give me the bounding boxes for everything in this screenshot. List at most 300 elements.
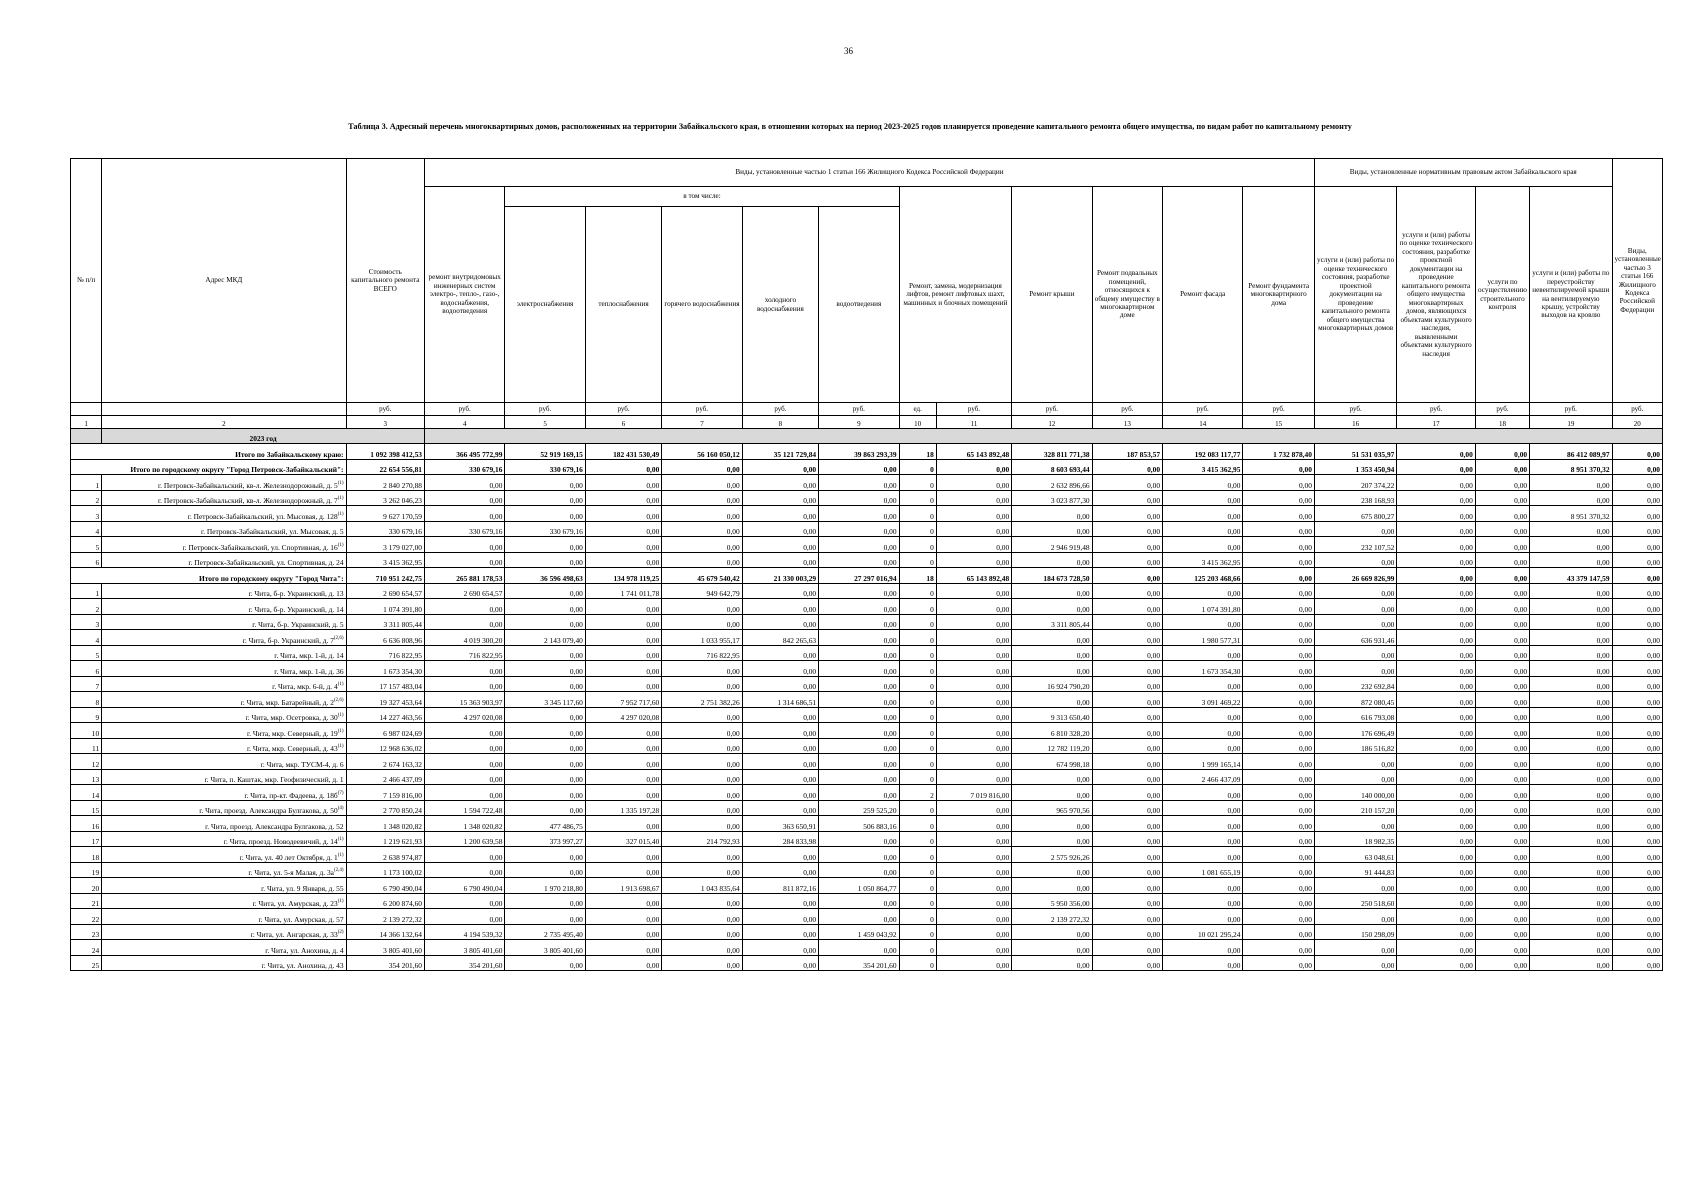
- value-cell: 0,00: [1092, 862, 1162, 878]
- table-row: [71, 552, 1663, 568]
- value-cell: 0,00: [424, 614, 504, 630]
- value-cell: 0,00: [1243, 599, 1314, 615]
- value-cell: 0,00: [1530, 583, 1612, 599]
- value-cell: 0,00: [1397, 816, 1475, 832]
- value-cell: 0,00: [1475, 568, 1529, 584]
- value-cell: 0,00: [819, 614, 899, 630]
- value-cell: 0: [899, 614, 936, 630]
- value-cell: 4 019 300,20: [424, 630, 504, 646]
- value-cell: 0,00: [936, 599, 1011, 615]
- value-cell: 0,00: [1612, 475, 1662, 491]
- value-cell: 0,00: [1012, 521, 1092, 537]
- value-cell: 0,00: [424, 676, 504, 692]
- value-cell: 0,00: [1397, 707, 1475, 723]
- value-cell: 0,00: [662, 614, 742, 630]
- unit-cell: руб.: [819, 403, 899, 416]
- address-text: г. Чита, мкр. Осетровка, д. 30: [245, 713, 338, 722]
- value-cell: 0,00: [505, 893, 585, 909]
- address-text: г. Чита, ул. Амурская, д. 23: [252, 899, 338, 908]
- value-cell: 0,00: [505, 645, 585, 661]
- value-cell: 0,00: [1243, 769, 1314, 785]
- value-cell: 0,00: [819, 707, 899, 723]
- header-basement: Ремонт подвальных помещений, относящихся к общему имуществу в многоквартирном доме: [1092, 187, 1162, 403]
- value-cell: 0,00: [1612, 506, 1662, 522]
- value-cell: 5 950 356,00: [1012, 893, 1092, 909]
- row-index: 3: [71, 614, 102, 630]
- unit-cell: руб.: [1243, 403, 1314, 416]
- value-cell: 0,00: [936, 738, 1011, 754]
- table-row: [71, 583, 1663, 599]
- value-cell: 0,00: [585, 940, 661, 956]
- address-text: г. Чита, б-р. Украинский, д. 7: [242, 635, 334, 645]
- header-group-federal: Виды, установленные частью 1 статьи 166 Жилищного Кодекса Российской Федерации: [424, 159, 1314, 187]
- value-cell: 330 679,16: [346, 521, 424, 537]
- value-cell: 1 741 011,78: [585, 583, 661, 599]
- table-row: [71, 800, 1663, 816]
- value-cell: 0,00: [1530, 537, 1612, 553]
- value-cell: 0: [899, 692, 936, 708]
- value-cell: 0,00: [1092, 459, 1162, 475]
- value-cell: 0,00: [742, 754, 818, 770]
- value-cell: 0,00: [1243, 909, 1314, 925]
- value-cell: 0,00: [585, 599, 661, 615]
- value-cell: 0,00: [1530, 475, 1612, 491]
- value-cell: 0,00: [1612, 599, 1662, 615]
- unit-cell: руб.: [1092, 403, 1162, 416]
- value-cell: 0,00: [1092, 568, 1162, 584]
- value-cell: 0,00: [1243, 893, 1314, 909]
- value-cell: 0,00: [936, 893, 1011, 909]
- value-cell: 0,00: [1612, 676, 1662, 692]
- value-cell: 0: [899, 800, 936, 816]
- value-cell: 0,00: [936, 475, 1011, 491]
- value-cell: 0,00: [1530, 754, 1612, 770]
- value-cell: 0,00: [819, 521, 899, 537]
- value-cell: 250 518,60: [1314, 893, 1396, 909]
- value-cell: 0,00: [1397, 692, 1475, 708]
- address-text: г. Петровск-Забайкальский, кв-л. Железнодорожный, д. 7: [157, 496, 338, 505]
- value-cell: 0,00: [505, 723, 585, 739]
- address-text: г. Чита, ул. Анохина, д. 43: [261, 961, 344, 970]
- value-cell: 0,00: [936, 940, 1011, 956]
- value-cell: 0,00: [819, 552, 899, 568]
- value-cell: 0,00: [936, 645, 1011, 661]
- footnote-mark: (2,6): [333, 697, 344, 703]
- footnote-mark: (1): [337, 511, 344, 517]
- value-cell: 0,00: [1612, 537, 1662, 553]
- table-row: [71, 723, 1663, 739]
- value-cell: 0,00: [1243, 940, 1314, 956]
- value-cell: 192 083 117,77: [1163, 444, 1243, 460]
- table-row: [71, 692, 1663, 708]
- value-cell: 0: [899, 723, 936, 739]
- value-cell: 0,00: [1092, 645, 1162, 661]
- table-row: [71, 831, 1663, 847]
- value-cell: 0,00: [585, 614, 661, 630]
- value-cell: 0,00: [1092, 630, 1162, 646]
- address-cell: [102, 769, 346, 785]
- value-cell: 0,00: [1475, 847, 1529, 863]
- value-cell: 0,00: [1092, 831, 1162, 847]
- value-cell: 0,00: [1530, 599, 1612, 615]
- value-cell: 140 000,00: [1314, 785, 1396, 801]
- value-cell: 2 690 654,57: [424, 583, 504, 599]
- value-cell: 15 363 903,97: [424, 692, 504, 708]
- value-cell: 0,00: [1530, 521, 1612, 537]
- address-text: г. Чита, проезд. Александра Булгакова, д. 50: [199, 806, 338, 815]
- header-roof: Ремонт крыши: [1012, 187, 1092, 403]
- value-cell: 0,00: [1612, 645, 1662, 661]
- value-cell: 0,00: [1530, 955, 1612, 971]
- value-cell: 0,00: [1612, 816, 1662, 832]
- row-index: 1: [71, 583, 102, 599]
- value-cell: 0,00: [424, 738, 504, 754]
- value-cell: 0,00: [1475, 552, 1529, 568]
- value-cell: 0,00: [424, 847, 504, 863]
- value-cell: 0,00: [819, 847, 899, 863]
- value-cell: 0,00: [819, 831, 899, 847]
- address-text: г. Петровск-Забайкальский, кв-л. Железнодорожный, д. 5: [157, 480, 338, 490]
- value-cell: 0,00: [742, 862, 818, 878]
- value-cell: 0,00: [662, 552, 742, 568]
- table-row: [71, 769, 1663, 785]
- column-number: 7: [662, 416, 742, 429]
- unit-cell: руб.: [1612, 403, 1662, 416]
- value-cell: 0,00: [585, 738, 661, 754]
- value-cell: 0,00: [742, 645, 818, 661]
- value-cell: 0,00: [819, 909, 899, 925]
- value-cell: 7 159 816,00: [346, 785, 424, 801]
- value-cell: 0,00: [936, 924, 1011, 940]
- value-cell: 0,00: [424, 475, 504, 491]
- value-cell: 0,00: [819, 661, 899, 677]
- value-cell: 0,00: [936, 661, 1011, 677]
- header-total-cost: Стоимость капитального ремонта ВСЕГО: [346, 159, 424, 403]
- value-cell: 710 951 242,75: [346, 568, 424, 584]
- value-cell: 0,00: [1092, 847, 1162, 863]
- address-cell: [102, 800, 346, 816]
- value-cell: 6 790 490,04: [424, 878, 504, 894]
- value-cell: 0,00: [1092, 955, 1162, 971]
- header-elevators: Ремонт, замена, модернизация лифтов, ремонт лифтовых шахт, машинных и блочных помещений: [899, 187, 1012, 403]
- total-row: [71, 568, 1663, 584]
- value-cell: 0,00: [1092, 816, 1162, 832]
- column-number: 5: [505, 416, 585, 429]
- value-cell: 0,00: [1092, 692, 1162, 708]
- value-cell: 0,00: [1612, 785, 1662, 801]
- value-cell: 0,00: [424, 785, 504, 801]
- value-cell: 0,00: [1314, 661, 1396, 677]
- column-number: 8: [742, 416, 818, 429]
- address-cell: [102, 909, 346, 925]
- value-cell: 187 853,57: [1092, 444, 1162, 460]
- value-cell: 0,00: [936, 537, 1011, 553]
- value-cell: 0,00: [742, 909, 818, 925]
- value-cell: 0,00: [662, 955, 742, 971]
- value-cell: 0,00: [1612, 521, 1662, 537]
- value-cell: 0: [899, 816, 936, 832]
- value-cell: 26 669 826,99: [1314, 568, 1396, 584]
- year-label: 2023 год: [102, 429, 425, 444]
- value-cell: 0,00: [1314, 769, 1396, 785]
- value-cell: 0,00: [1475, 459, 1529, 475]
- value-cell: 0,00: [1397, 878, 1475, 894]
- table-row: [71, 707, 1663, 723]
- value-cell: 0,00: [1243, 552, 1314, 568]
- value-cell: 43 379 147,59: [1530, 568, 1612, 584]
- value-cell: 0,00: [1243, 630, 1314, 646]
- value-cell: 0,00: [1530, 707, 1612, 723]
- value-cell: 0,00: [1612, 614, 1662, 630]
- value-cell: 0,00: [585, 552, 661, 568]
- value-cell: 0,00: [1475, 506, 1529, 522]
- value-cell: 3 415 362,95: [1163, 552, 1243, 568]
- value-cell: 21 330 003,29: [742, 568, 818, 584]
- value-cell: 10 021 295,24: [1163, 924, 1243, 940]
- value-cell: 0,00: [1243, 692, 1314, 708]
- value-cell: 0,00: [1243, 878, 1314, 894]
- value-cell: 0,00: [662, 847, 742, 863]
- value-cell: 0,00: [936, 878, 1011, 894]
- value-cell: 12 968 636,02: [346, 738, 424, 754]
- value-cell: 0,00: [1163, 506, 1243, 522]
- unit-cell: руб.: [1530, 403, 1612, 416]
- value-cell: 0,00: [1612, 924, 1662, 940]
- value-cell: 0,00: [585, 955, 661, 971]
- value-cell: 0,00: [1092, 490, 1162, 506]
- row-index: 19: [71, 862, 102, 878]
- value-cell: 0,00: [819, 490, 899, 506]
- value-cell: 232 692,84: [1314, 676, 1396, 692]
- unit-cell: руб.: [585, 403, 661, 416]
- value-cell: 0,00: [1612, 754, 1662, 770]
- value-cell: 0,00: [819, 630, 899, 646]
- value-cell: 91 444,83: [1314, 862, 1396, 878]
- value-cell: 0,00: [1530, 738, 1612, 754]
- value-cell: 0,00: [1530, 645, 1612, 661]
- value-cell: 0,00: [1530, 552, 1612, 568]
- value-cell: 0,00: [742, 490, 818, 506]
- value-cell: 0,00: [1612, 893, 1662, 909]
- value-cell: 0,00: [819, 475, 899, 491]
- footnote-mark: (2,6): [333, 635, 344, 641]
- value-cell: 0,00: [936, 459, 1011, 475]
- value-cell: 3 311 805,44: [346, 614, 424, 630]
- value-cell: 0,00: [1397, 909, 1475, 925]
- value-cell: 65 143 892,48: [936, 568, 1011, 584]
- value-cell: 2 638 974,87: [346, 847, 424, 863]
- value-cell: 0,00: [936, 769, 1011, 785]
- value-cell: 0,00: [742, 599, 818, 615]
- value-cell: 1 074 391,80: [346, 599, 424, 615]
- value-cell: 0,00: [1012, 599, 1092, 615]
- table-row: [71, 630, 1663, 646]
- value-cell: 6 790 490,04: [346, 878, 424, 894]
- address-text: г. Петровск-Забайкальский, ул. Мысовая, д. 128: [187, 511, 338, 521]
- row-index: 2: [71, 490, 102, 506]
- footnote-mark: (1): [337, 496, 344, 501]
- value-cell: 0,00: [936, 583, 1011, 599]
- value-cell: 0: [899, 878, 936, 894]
- unit-cell: ед.: [899, 403, 936, 416]
- value-cell: 0,00: [1012, 862, 1092, 878]
- value-cell: 2 632 896,66: [1012, 475, 1092, 491]
- value-cell: 1 348 020,82: [346, 816, 424, 832]
- unit-cell: руб.: [505, 403, 585, 416]
- row-index: 10: [71, 723, 102, 739]
- value-cell: 0,00: [1163, 521, 1243, 537]
- value-cell: 14 366 132,64: [346, 924, 424, 940]
- value-cell: 3 415 362,95: [1163, 459, 1243, 475]
- value-cell: 0,00: [585, 490, 661, 506]
- value-cell: 0,00: [1475, 676, 1529, 692]
- value-cell: 0,00: [1163, 800, 1243, 816]
- address-cell: [102, 723, 346, 739]
- value-cell: 0,00: [1475, 831, 1529, 847]
- value-cell: 0,00: [1530, 630, 1612, 646]
- column-number-row: [71, 416, 1663, 429]
- value-cell: 675 800,27: [1314, 506, 1396, 522]
- table-row: [71, 940, 1663, 956]
- value-cell: 0,00: [1612, 490, 1662, 506]
- value-cell: 0,00: [1243, 568, 1314, 584]
- value-cell: 1 459 043,92: [819, 924, 899, 940]
- value-cell: 0,00: [662, 800, 742, 816]
- value-cell: 0,00: [1243, 506, 1314, 522]
- value-cell: 6 636 808,96: [346, 630, 424, 646]
- address-text: г. Чита, б-р. Украинский, д. 13: [248, 589, 344, 598]
- address-text: г. Чита, мкр. Батарейный, д. 2: [240, 697, 334, 707]
- value-cell: 18: [899, 444, 936, 460]
- row-index: 7: [71, 676, 102, 692]
- value-cell: 0,00: [585, 847, 661, 863]
- header-ventilated-roof: услуги и (или) работы по переустройству невентилируемой крыши на вентилируемую крышу, устройству выходов на кровлю: [1530, 187, 1612, 403]
- value-cell: 7 019 816,00: [936, 785, 1011, 801]
- value-cell: 616 793,08: [1314, 707, 1396, 723]
- value-cell: 2 674 163,32: [346, 754, 424, 770]
- value-cell: 0,00: [585, 630, 661, 646]
- row-index: 18: [71, 847, 102, 863]
- column-number: 19: [1530, 416, 1612, 429]
- value-cell: 0,00: [1012, 630, 1092, 646]
- address-cell: [102, 614, 346, 630]
- value-cell: 0,00: [1243, 537, 1314, 553]
- value-cell: 0,00: [424, 599, 504, 615]
- value-cell: 0,00: [1092, 738, 1162, 754]
- value-cell: 0,00: [1163, 831, 1243, 847]
- value-cell: 0,00: [936, 614, 1011, 630]
- row-index: 4: [71, 630, 102, 646]
- value-cell: 0,00: [742, 924, 818, 940]
- address-cell: [102, 816, 346, 832]
- value-cell: 0,00: [742, 506, 818, 522]
- value-cell: 0,00: [505, 909, 585, 925]
- value-cell: 1 970 218,80: [505, 878, 585, 894]
- value-cell: 0,00: [1397, 630, 1475, 646]
- footnote-mark: (1): [337, 899, 344, 904]
- address-cell: [102, 785, 346, 801]
- row-index: 14: [71, 785, 102, 801]
- value-cell: 1 173 100,02: [346, 862, 424, 878]
- value-cell: 0,00: [1530, 676, 1612, 692]
- row-index: 3: [71, 506, 102, 522]
- column-number: 15: [1243, 416, 1314, 429]
- header-cold-water: холодного водоснабжения: [742, 207, 818, 403]
- value-cell: 0,00: [819, 459, 899, 475]
- address-cell: [102, 754, 346, 770]
- address-text: г. Чита, пр-кт. Фадеева, д. 18б: [244, 790, 338, 800]
- value-cell: 477 486,75: [505, 816, 585, 832]
- value-cell: 330 679,16: [424, 459, 504, 475]
- value-cell: 3 179 027,00: [346, 537, 424, 553]
- value-cell: 0,00: [1163, 909, 1243, 925]
- value-cell: 0,00: [1530, 940, 1612, 956]
- value-cell: 0,00: [819, 599, 899, 615]
- row-index: 12: [71, 754, 102, 770]
- value-cell: 0,00: [1314, 878, 1396, 894]
- address-cell: [102, 661, 346, 677]
- total-label: Итого по городскому округу "Город Чита":: [71, 568, 347, 584]
- address-text: г. Чита, мкр. Северный, д. 43: [246, 744, 338, 753]
- value-cell: 0,00: [1397, 955, 1475, 971]
- value-cell: 3 311 805,44: [1012, 614, 1092, 630]
- address-text: г. Чита, проезд. Новодеевичий, д. 14: [223, 837, 338, 846]
- value-cell: 0,00: [505, 614, 585, 630]
- row-index: 4: [71, 521, 102, 537]
- value-cell: 0,00: [1612, 940, 1662, 956]
- value-cell: 0,00: [585, 661, 661, 677]
- value-cell: 0,00: [1012, 506, 1092, 522]
- address-text: г. Чита, ул. Амурская, д. 57: [258, 914, 344, 924]
- value-cell: 0,00: [1092, 676, 1162, 692]
- header-address: Адрес МКД: [102, 159, 346, 403]
- value-cell: 0,00: [1612, 878, 1662, 894]
- value-cell: 0,00: [936, 521, 1011, 537]
- value-cell: 0,00: [1092, 800, 1162, 816]
- value-cell: 716 822,95: [424, 645, 504, 661]
- value-cell: 6 200 874,60: [346, 893, 424, 909]
- address-cell: [102, 583, 346, 599]
- value-cell: 0,00: [936, 816, 1011, 832]
- value-cell: 0,00: [1243, 816, 1314, 832]
- value-cell: 0,00: [1397, 661, 1475, 677]
- value-cell: 0,00: [1475, 475, 1529, 491]
- value-cell: 0,00: [1243, 955, 1314, 971]
- value-cell: 0,00: [1475, 754, 1529, 770]
- value-cell: 16 924 790,20: [1012, 676, 1092, 692]
- value-cell: 0,00: [1163, 676, 1243, 692]
- value-cell: 0,00: [819, 769, 899, 785]
- column-number: 18: [1475, 416, 1529, 429]
- value-cell: 0,00: [505, 506, 585, 522]
- value-cell: 0,00: [742, 847, 818, 863]
- value-cell: 0,00: [1163, 738, 1243, 754]
- address-cell: [102, 955, 346, 971]
- table-row: [71, 676, 1663, 692]
- table-row: [71, 599, 1663, 615]
- value-cell: 0,00: [1475, 583, 1529, 599]
- value-cell: 0,00: [424, 909, 504, 925]
- value-cell: 0,00: [742, 707, 818, 723]
- value-cell: 0,00: [1397, 521, 1475, 537]
- value-cell: 0,00: [1314, 583, 1396, 599]
- total-label: Итого по городскому округу "Город Петровск-Забайкальский":: [71, 459, 347, 475]
- value-cell: 0,00: [1092, 475, 1162, 491]
- value-cell: 1 314 686,51: [742, 692, 818, 708]
- unit-cell: руб.: [1397, 403, 1475, 416]
- address-text: г. Чита, мкр. Северный, д. 19: [246, 728, 338, 738]
- value-cell: 0,00: [1243, 785, 1314, 801]
